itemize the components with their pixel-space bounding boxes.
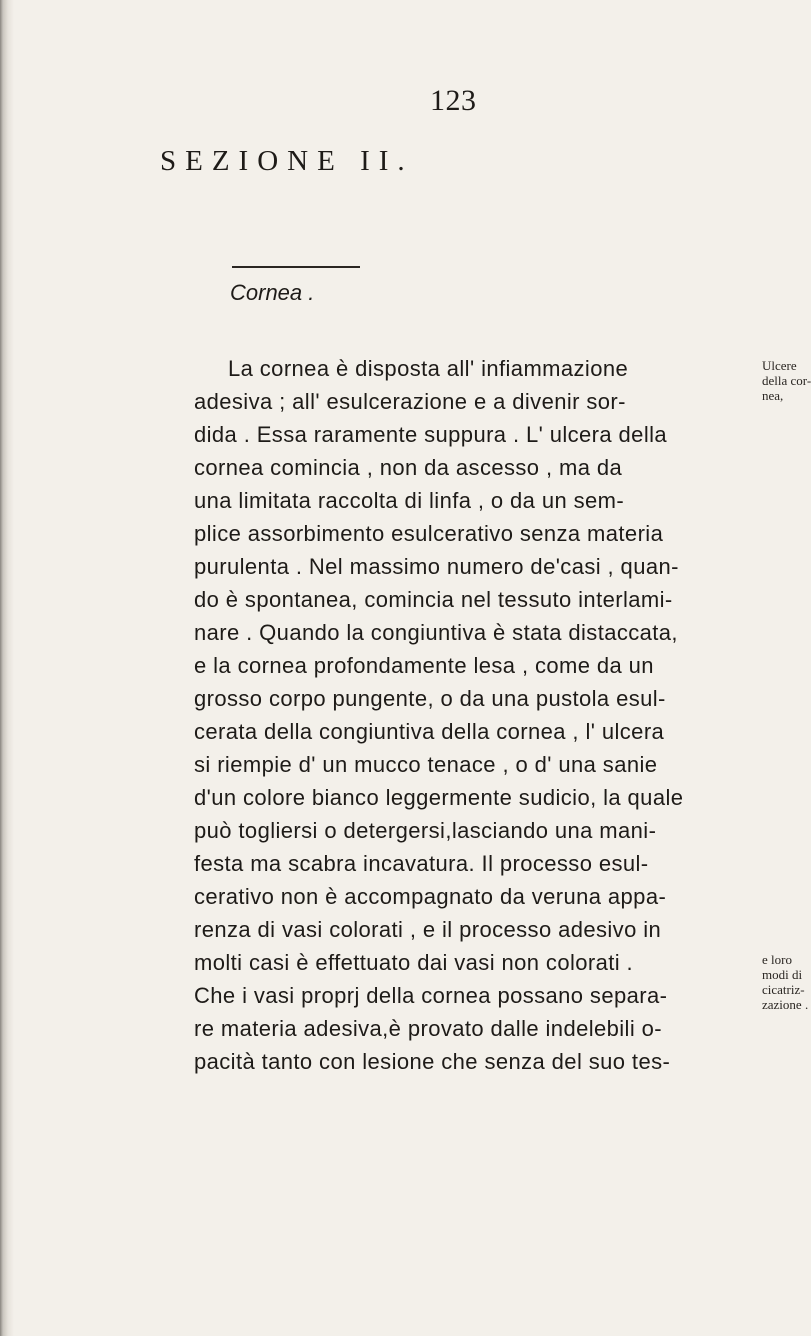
text-line: può togliersi o detergersi,lasciando una mani- bbox=[194, 818, 657, 843]
text-line: dida . Essa raramente suppura . L' ulcera della bbox=[194, 422, 668, 447]
text-line: adesiva ; all' esulcerazione e a divenir sor- bbox=[194, 389, 626, 414]
margin-note-line: Ulcere bbox=[762, 358, 797, 373]
section-divider bbox=[232, 266, 360, 268]
text-line: d'un colore bianco leggermente sudicio, la quale bbox=[194, 785, 684, 810]
margin-note-ulcere bbox=[762, 358, 811, 403]
margin-note-line: zazione . bbox=[762, 997, 809, 1012]
section-title: SEZIONE II. bbox=[160, 145, 414, 177]
text-line: cerativo non è accompagnato da veruna appa- bbox=[194, 884, 667, 909]
text-line: pacità tanto con lesione che senza del suo tes- bbox=[194, 1049, 671, 1074]
text-line: si riempie d' un mucco tenace , o d' una sanie bbox=[194, 752, 658, 777]
page-binding-edge bbox=[0, 0, 14, 1336]
page-number: 123 bbox=[430, 84, 477, 117]
text-line: Che i vasi proprj della cornea possano separa- bbox=[194, 983, 668, 1008]
text-line: cornea comincia , non da ascesso , ma da bbox=[194, 455, 623, 480]
text-line: La cornea è disposta all' infiammazione bbox=[228, 356, 629, 381]
text-line: do è spontanea, comincia nel tessuto interlami- bbox=[194, 587, 673, 612]
text-line: re materia adesiva,è provato dalle indelebili o- bbox=[194, 1016, 663, 1041]
margin-note-line: e loro bbox=[762, 952, 792, 967]
margin-note-line: nea, bbox=[762, 388, 784, 403]
text-line: molti casi è effettuato dai vasi non colorati . bbox=[194, 950, 634, 975]
text-line: festa ma scabra incavatura. Il processo esul- bbox=[194, 851, 649, 876]
text-line: cerata della congiuntiva della cornea , l' ulcera bbox=[194, 719, 665, 744]
subsection-title: Cornea . bbox=[230, 280, 315, 305]
text-line: e la cornea profondamente lesa , come da un bbox=[194, 653, 654, 678]
text-line: una limitata raccolta di linfa , o da un sem- bbox=[194, 488, 625, 513]
text-line: plice assorbimento esulcerativo senza materia bbox=[194, 521, 664, 546]
margin-note-line: modi di bbox=[762, 967, 803, 982]
margin-note-cicatrizzazione bbox=[762, 952, 808, 1012]
text-line: grosso corpo pungente, o da una pustola esul- bbox=[194, 686, 666, 711]
margin-note-line: cicatriz- bbox=[762, 982, 805, 997]
text-line: renza di vasi colorati , e il processo adesivo in bbox=[194, 917, 662, 942]
margin-note-line: della cor- bbox=[762, 373, 811, 388]
text-line: nare . Quando la congiuntiva è stata distaccata, bbox=[194, 620, 678, 645]
text-line: purulenta . Nel massimo numero de'casi , quan- bbox=[194, 554, 679, 579]
